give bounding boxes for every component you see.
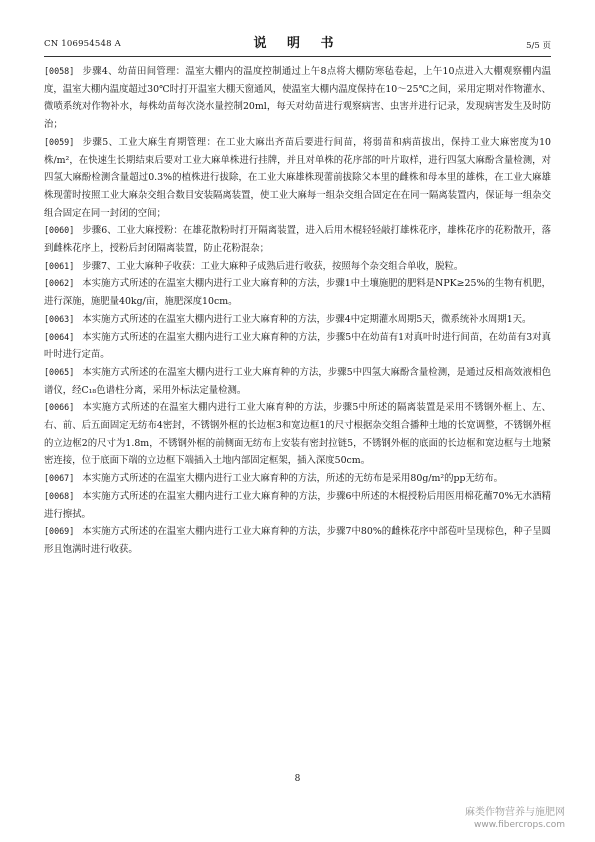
paragraph-id: [0062] <box>44 278 75 289</box>
header-rule <box>44 56 551 57</box>
paragraph <box>44 488 551 523</box>
paragraph <box>44 222 551 257</box>
document-title: 说 明 书 <box>253 36 342 51</box>
paragraph <box>44 258 551 276</box>
paragraph <box>44 399 551 470</box>
paragraph <box>44 63 551 134</box>
watermark <box>465 806 565 832</box>
paragraph-text: 本实施方式所述的在温室大棚内进行工业大麻育种的方法，步骤5中所述的隔离装置是采用不锈钢外框上、左、右、前、后五面固定无纺布4密封，不锈钢外框的长边框3和宽边框1的尺寸根据杂交组合播种土地的长宽调整，不锈钢外框的立边框2的尺寸为1.8m，不锈钢外框的前侧面无纺布上安装有密封拉链5，不锈钢外框的底面的长边框和宽边框与土地紧密连接，位于底面下端的立边框下端插入土地内部固定框架，插入深度50cm。 <box>44 402 551 467</box>
paragraph-id: [0063] <box>44 313 75 324</box>
paragraph-text: 本实施方式所述的在温室大棚内进行工业大麻育种的方法，所述的无纺布是采用80g/m²的pp无纺布。 <box>82 473 504 485</box>
paragraph <box>44 329 551 364</box>
page-number: 8 <box>294 774 301 784</box>
paragraph-id: [0059] <box>44 136 75 147</box>
paragraph-text: 步骤6、工业大麻授粉：在雄花散粉时打开隔离装置，进入后用木棍轻轻敲打雄株花序，雄株花序的花粉散开，落到雌株花序上，授粉后封闭隔离装置，防止花粉混杂； <box>44 225 551 255</box>
paragraph <box>44 523 551 558</box>
paragraph <box>44 470 551 488</box>
paragraph <box>44 134 551 223</box>
paragraph-id: [0065] <box>44 366 75 377</box>
paragraph-id: [0058] <box>44 66 75 76</box>
watermark-url: www.fibercrops.com <box>474 820 565 830</box>
paragraph-id: [0069] <box>44 526 75 537</box>
paragraph-text: 步骤5、工业大麻生育期管理：在工业大麻出齐苗后要进行间苗，将弱苗和病苗拔出，保持工业大麻密度为10株/m²，在快速生长期结束后要对工业大麻单株进行挂牌，并且对单株的花序部的叶片取样，进行四氢大麻酚含量检测，对四氢大麻酚检测含量超过0.3%的植株进行拔除，在工业大麻雄株现蕾前拔除父本里的雌株和母本里的雄株，在工业大麻雄株现蕾时按照工业大麻杂交组合数目安装隔离装置，使工业大麻每一组杂交组合固定在在同一隔离装置内，保证每一组杂交组合固定在同一封闭的空间； <box>44 136 551 219</box>
paragraph-id: [0067] <box>44 473 75 484</box>
page-indicator: 5/5 页 <box>526 41 551 51</box>
paragraph <box>44 364 551 399</box>
paragraph-id: [0064] <box>44 331 75 342</box>
paragraph-text: 本实施方式所述的在温室大棚内进行工业大麻育种的方法，步骤4中定期灌水周期5天，微系统补水周期1天。 <box>82 313 532 325</box>
paragraph-text: 本实施方式所述的在温室大棚内进行工业大麻育种的方法，步骤7中80%的雌株花序中部苞叶呈现棕色，种子呈圆形且饱满时进行收获。 <box>44 526 551 555</box>
page-header <box>44 30 551 54</box>
paragraph-text: 本实施方式所述的在温室大棚内进行工业大麻育种的方法，步骤5中四氢大麻酚含量检测，是通过反相高效液相色谱仪，经C₁₈色谱柱分离，采用外标法定量检测。 <box>44 366 551 396</box>
paragraph-text: 本实施方式所述的在温室大棚内进行工业大麻育种的方法，步骤5中在幼苗有1对真叶时进行间苗，在幼苗有3对真叶时进行定苗。 <box>44 331 551 361</box>
paragraph-id: [0060] <box>44 225 75 236</box>
paragraph-text: 本实施方式所述的在温室大棚内进行工业大麻育种的方法，步骤1中土壤施肥的肥料是NPK≥25%的生物有机肥，进行深施，施肥量40kg/亩，施肥深度10cm。 <box>44 278 551 308</box>
paragraph-text: 步骤7、工业大麻种子收获：工业大麻种子成熟后进行收获，按照每个杂交组合单收，脱粒。 <box>82 260 464 272</box>
patent-number: CN 106954548 A <box>44 39 121 49</box>
paragraph <box>44 311 551 329</box>
paragraph-id: [0066] <box>44 402 75 413</box>
paragraph-id: [0068] <box>44 490 75 501</box>
paragraph-text: 本实施方式所述的在温室大棚内进行工业大麻育种的方法，步骤6中所述的木棍授粉后用医用棉花蘸70%无水酒精进行擦拭。 <box>44 490 551 520</box>
paragraph-id: [0061] <box>44 260 75 271</box>
paragraph <box>44 275 551 310</box>
paragraph-text: 步骤4、幼苗田间管理：温室大棚内的温度控制通过上午8点将大棚防寒毡卷起，上午10点进入大棚观察棚内温度，温室大棚内温度超过30℃时打开温室大棚天窗通风，使温室大棚内温度保持在10～25℃之间，采用定期对作物灌水、微喷系统对作物补水，每株幼苗每次浇水量控制20ml，每天对幼苗进行观察病害、虫害并进行记录，发现病害发生及时防治； <box>44 66 551 131</box>
watermark-name: 麻类作物营养与施肥网 <box>465 807 565 818</box>
document-body <box>44 63 551 559</box>
